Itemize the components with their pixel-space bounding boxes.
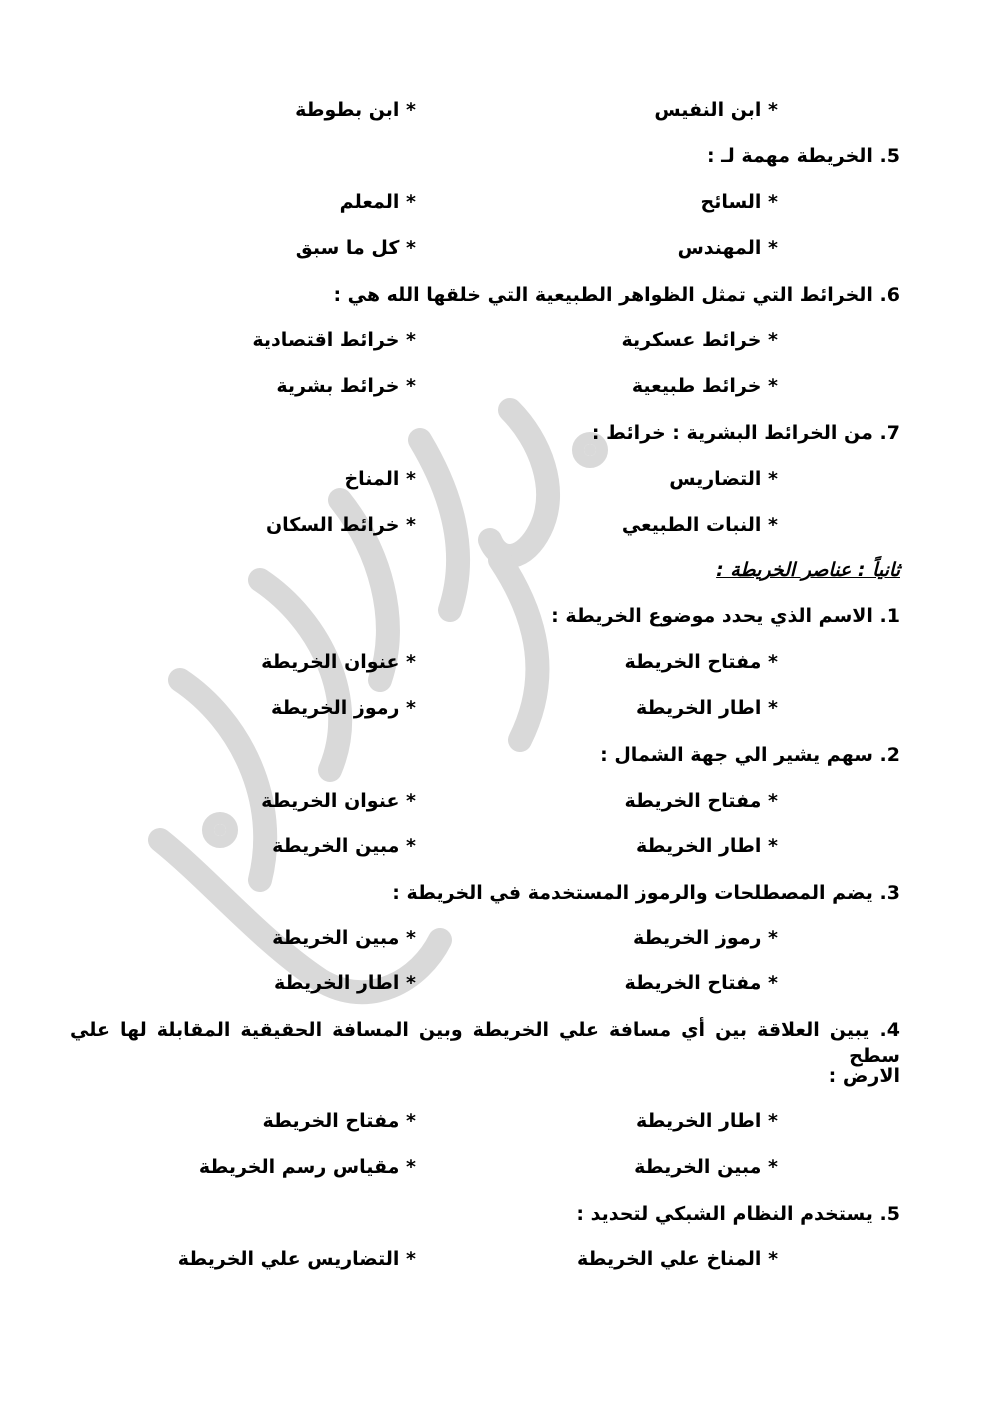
question-text-continued: الارض :: [828, 1065, 900, 1087]
option-text: * المناخ علي الخريطة: [576, 1248, 778, 1270]
question-text: 1. الاسم الذي يحدد موضوع الخريطة :: [551, 605, 900, 627]
option-text: * مقياس رسم الخريطة: [198, 1156, 416, 1178]
option-text: * ابن بطوطة: [295, 99, 416, 121]
question-text: 3. يضم المصطلحات والرموز المستخدمة في الخريطة :: [392, 882, 900, 904]
question-text: 4. يبين العلاقة بين أي مسافة علي الخريطة وبين المسافة الحقيقية المقابلة لها علي سطح: [70, 1019, 900, 1067]
option-text: * النبات الطبيعي: [621, 514, 778, 536]
option-text: * ابن النفيس: [654, 99, 778, 121]
option-text: * خرائط عسكرية: [621, 329, 778, 351]
option-text: * خرائط السكان: [265, 514, 416, 536]
option-text: * رموز الخريطة: [270, 697, 416, 719]
question-text: 2. سهم يشير الي جهة الشمال :: [600, 744, 900, 766]
option-text: * اطار الخريطة: [274, 972, 416, 994]
option-text: * اطار الخريطة: [636, 1110, 778, 1132]
question-text: 5. يستخدم النظام الشبكي لتحديد :: [576, 1203, 900, 1225]
option-text: * عنوان الخريطة: [261, 790, 416, 812]
option-text: * السائح: [700, 191, 778, 213]
option-text: * اطار الخريطة: [636, 835, 778, 857]
option-text: * عنوان الخريطة: [261, 651, 416, 673]
option-text: * خرائط بشرية: [276, 375, 416, 397]
option-text: * المناخ: [344, 468, 416, 490]
option-text: * مفتاح الخريطة: [624, 790, 778, 812]
option-text: * رموز الخريطة: [632, 927, 778, 949]
question-text: 5. الخريطة مهمة لـ :: [706, 145, 900, 167]
section-title: ثانياً : عناصر الخريطة :: [716, 559, 900, 581]
option-text: * المهندس: [677, 237, 778, 259]
option-text: * كل ما سبق: [295, 237, 416, 259]
question-text: 7. من الخرائط البشرية : خرائط :: [591, 422, 900, 444]
option-text: * التضاريس: [669, 468, 778, 490]
option-text: * مفتاح الخريطة: [624, 972, 778, 994]
option-text: * التضاريس علي الخريطة: [177, 1248, 416, 1270]
option-text: * خرائط طبيعية: [631, 375, 778, 397]
option-text: * المعلم: [339, 191, 416, 213]
option-text: * خرائط اقتصادية: [252, 329, 416, 351]
option-text: * مبين الخريطة: [272, 927, 416, 949]
option-text: * مبين الخريطة: [272, 835, 416, 857]
option-text: * مفتاح الخريطة: [624, 651, 778, 673]
question-text: 6. الخرائط التي تمثل الظواهر الطبيعية التي خلقها الله هي :: [333, 284, 900, 306]
option-text: * مفتاح الخريطة: [262, 1110, 416, 1132]
option-text: * اطار الخريطة: [636, 697, 778, 719]
option-text: * مبين الخريطة: [634, 1156, 778, 1178]
